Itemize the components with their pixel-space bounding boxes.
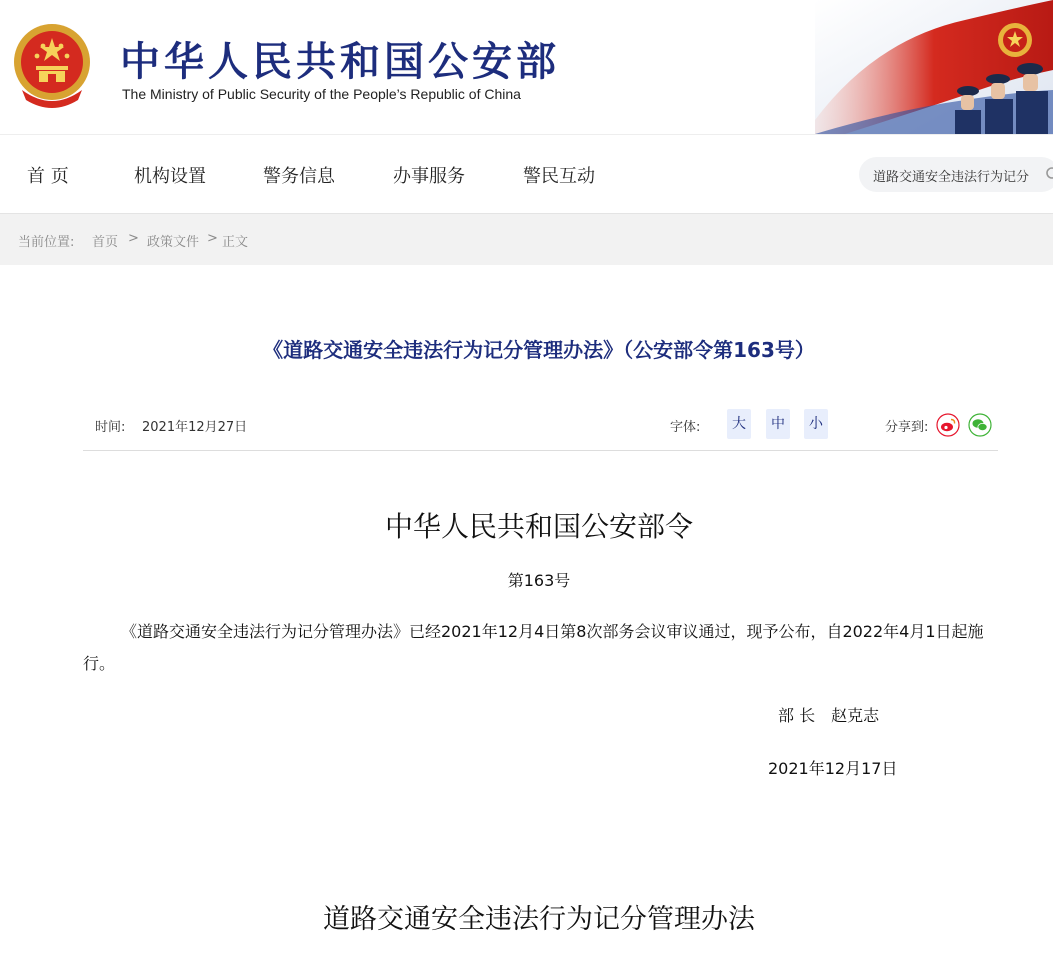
font-size-label: 字体: [670,420,701,435]
divider [83,450,998,451]
breadcrumb-label: 当前位置: [18,235,75,250]
sign-date: 2021年12月17日 [768,759,898,778]
publish-time-label: 时间: [95,420,126,435]
font-size-medium-button[interactable]: 中 [766,409,790,439]
breadcrumb [0,213,1053,265]
breadcrumb-separator: > [128,231,139,246]
nav-interaction[interactable]: 警民互动 [523,166,595,187]
breadcrumb-home[interactable]: 首页 [92,235,119,250]
weibo-icon[interactable] [936,413,960,437]
document-heading: 中华人民共和国公安部令 [384,510,693,543]
nav-police-info[interactable]: 警务信息 [263,166,335,187]
nav-organization[interactable]: 机构设置 [134,166,206,187]
signer: 部 长 赵克志 [778,706,880,725]
main-nav [0,134,1053,213]
site-header [0,0,1053,134]
national-emblem-icon[interactable] [12,22,92,108]
search-icon[interactable] [1045,166,1053,182]
nav-home[interactable]: 首 页 [27,166,69,187]
site-title: 中华人民共和国公安部 [120,39,560,85]
body-paragraph: 《道路交通安全违法行为记分管理办法》已经2021年12月4日第8次部务会议审议通过，现予公布，自2022年4月1日起施行。 [83,622,984,673]
header-banner-image [815,0,1053,134]
search-input[interactable] [873,165,1033,185]
breadcrumb-section[interactable]: 政策文件 [147,235,200,250]
font-size-large-button[interactable]: 大 [727,409,751,439]
nav-services[interactable]: 办事服务 [393,166,465,187]
font-size-small-button[interactable]: 小 [804,409,828,439]
wechat-icon[interactable] [968,413,992,437]
search-box [859,157,1053,192]
publish-time-value: 2021年12月27日 [142,420,248,435]
breadcrumb-separator: > [207,231,218,246]
breadcrumb-current: 正文 [222,235,249,250]
order-number: 第163号 [507,571,571,590]
article-title: 《道路交通安全违法行为记分管理办法》（公安部令第163号） [263,338,815,362]
site-subtitle: The Ministry of Public Security of the People’s Republic of China [122,86,521,102]
section-title: 道路交通安全违法行为记分管理办法 [323,904,755,935]
share-label: 分享到: [885,420,929,435]
